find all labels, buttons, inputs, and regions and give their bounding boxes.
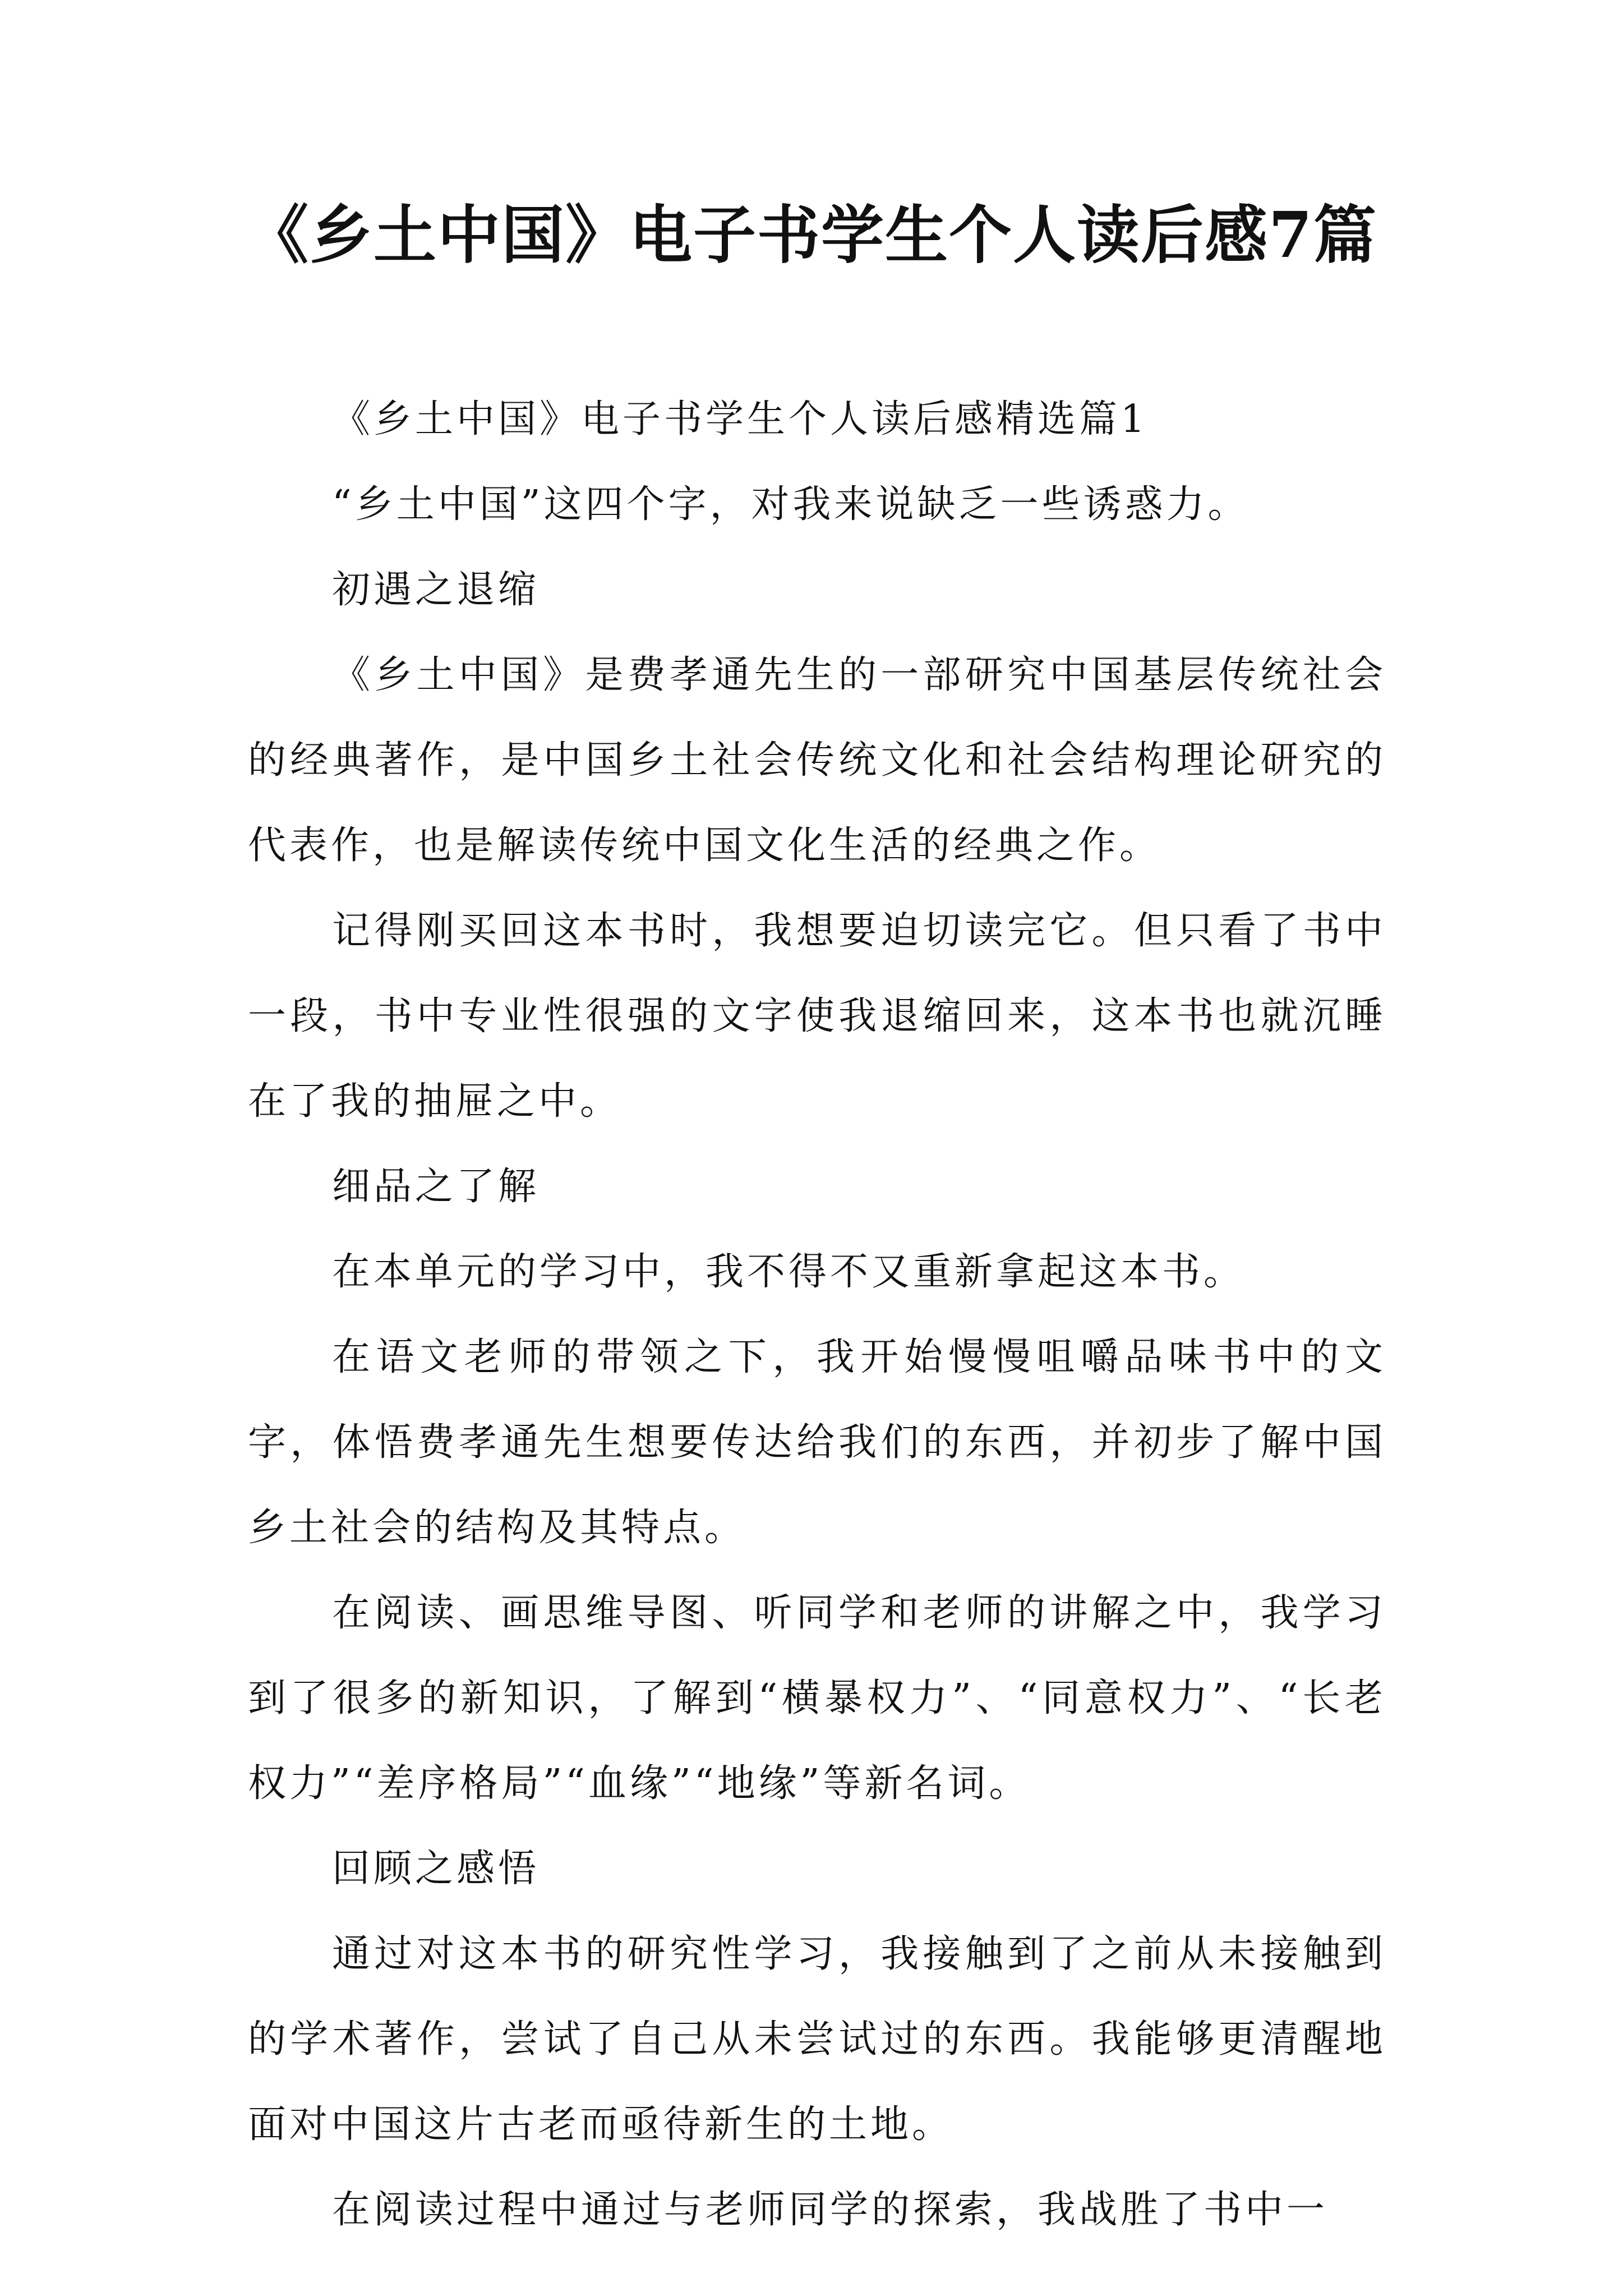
document-body <box>248 377 1386 2253</box>
paragraph: 在语文老师的带领之下，我开始慢慢咀嚼品味书中的文字，体悟费孝通先生想要传达给我们的东西，并初步了解中国乡土社会的结构及其特点。 <box>248 1335 1386 1550</box>
paragraph: 通过对这本书的研究性学习，我接触到了之前从未接触到的学术著作，尝试了自己从未尝试过的东西。我能够更清醒地面对中国这片古老而亟待新生的土地。 <box>248 1932 1386 2147</box>
paragraph: “乡土中国”这四个字，对我来说缺乏一些诱惑力。 <box>332 482 1249 527</box>
paragraph-subheading: 初遇之退缩 <box>332 568 540 612</box>
paragraph: 在阅读过程中通过与老师同学的探索，我战胜了书中一 <box>332 2188 1329 2232</box>
paragraph-subheading: 细品之了解 <box>332 1165 540 1209</box>
paragraph: 在阅读、画思维导图、听同学和老师的讲解之中，我学习到了很多的新知识，了解到“横暴权力”、“同意权力”、“长老权力”“差序格局”“血缘”“地缘”等新名词。 <box>248 1591 1386 1806</box>
paragraph: 记得刚买回这本书时，我想要迫切读完它。但只看了书中一段，书中专业性很强的文字使我退缩回来，这本书也就沉睡在了我的抽屉之中。 <box>248 909 1386 1124</box>
document-title: 《乡土中国》电子书学生个人读后感7篇 <box>246 199 1377 272</box>
paragraph-section-heading: 《乡土中国》电子书学生个人读后感精选篇1 <box>332 397 1149 441</box>
paragraph-subheading: 回顾之感悟 <box>332 1847 540 1891</box>
paragraph: 在本单元的学习中，我不得不又重新拿起这本书。 <box>332 1250 1246 1294</box>
paragraph: 《乡土中国》是费孝通先生的一部研究中国基层传统社会的经典著作，是中国乡土社会传统文化和社会结构理论研究的代表作，也是解读传统中国文化生活的经典之作。 <box>248 653 1386 868</box>
